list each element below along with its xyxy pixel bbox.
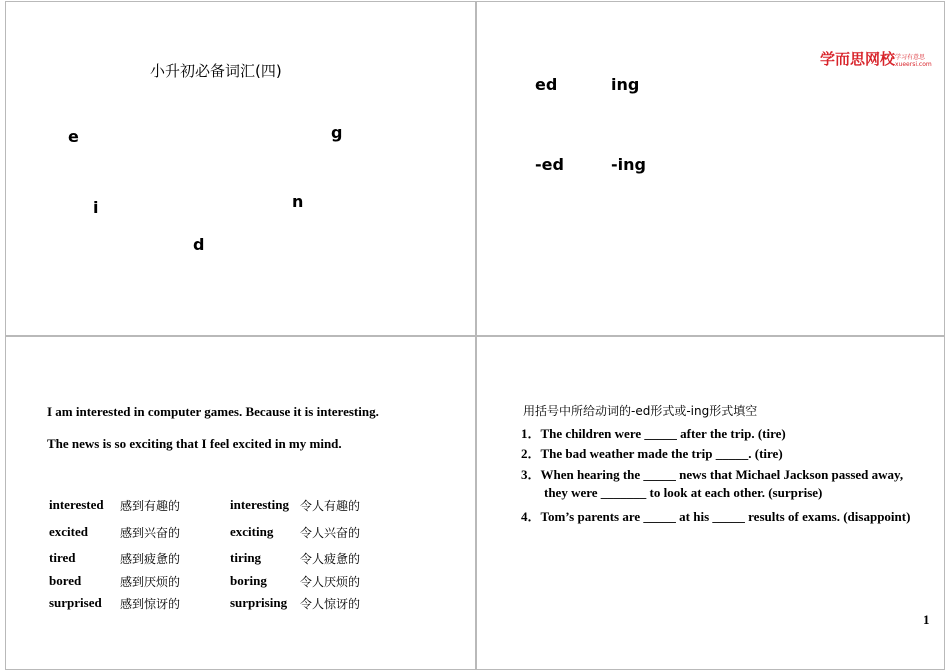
vocab-ed-meaning: 感到厌烦的 [120, 575, 181, 589]
exercise-question-2: 2．The bad weather made the trip _____. (tire) [521, 446, 783, 461]
vocab-ing-word: interesting [230, 497, 289, 512]
vocab-ing-word: tiring [230, 550, 262, 565]
vocab-ed-meaning: 感到惊讶的 [120, 597, 181, 611]
exercise-instruction: 用括号中所给动词的-ed形式或-ing形式填空 [523, 404, 758, 418]
page-number: 1 [923, 612, 930, 627]
slide-4 [476, 336, 945, 670]
vocab-ing-word: boring [230, 573, 267, 588]
example-sentence-1: I am interested in computer games. Because it is interesting. [47, 404, 379, 419]
exercise-question-3-cont: they were _______ to look at each other. (surprise) [544, 485, 823, 500]
exercise-question-3: 3．When hearing the _____ news that Michael Jackson passed away, [521, 467, 904, 482]
vocab-ing-word: surprising [230, 595, 288, 610]
example-sentence-2: The news is so exciting that I feel excited in my mind. [47, 436, 342, 451]
letter-g: g [331, 123, 343, 142]
vocab-ing-meaning: 令人疲惫的 [300, 552, 361, 566]
exercise-question-4: 4．Tom’s parents are _____ at his _____ results of exams. (disappoint) [521, 509, 911, 524]
logo: 学而思网校 [820, 50, 896, 68]
vocab-ed-meaning: 感到兴奋的 [120, 526, 181, 540]
letter-n: n [292, 192, 304, 211]
letter-d: d [193, 235, 205, 254]
letter-i: i [93, 198, 99, 217]
vocab-ing-meaning: 令人兴奋的 [300, 526, 361, 540]
vocab-ed-word: interested [49, 497, 104, 512]
vocab-ed-word: bored [49, 573, 82, 588]
vocab-ed-word: excited [49, 524, 88, 539]
suffix-dash-ed: -ed [535, 155, 564, 174]
logo-url: xueersi.com [895, 61, 932, 68]
suffix-ed: ed [535, 75, 558, 94]
logo-tagline [895, 54, 932, 68]
vocab-ed-meaning: 感到有趣的 [120, 499, 181, 513]
suffix-dash-ing: -ing [611, 155, 646, 174]
slide-3 [5, 336, 476, 670]
slide-title: 小升初必备词汇(四) [150, 62, 282, 80]
vocab-ing-meaning: 令人有趣的 [300, 499, 361, 513]
logo-tagline-text: 学习有意思 [895, 54, 926, 61]
slide-1 [5, 1, 476, 336]
slide-2 [476, 1, 945, 336]
vocab-ed-word: surprised [49, 595, 102, 610]
letter-e: e [68, 127, 79, 146]
exercise-question-1: 1．The children were _____ after the trip. (tire) [521, 426, 786, 441]
vocab-ing-word: exciting [230, 524, 274, 539]
vocab-ed-word: tired [49, 550, 76, 565]
vocab-ing-meaning: 令人厌烦的 [300, 575, 361, 589]
suffix-ing: ing [611, 75, 640, 94]
vocab-ing-meaning: 令人惊讶的 [300, 597, 361, 611]
vocab-ed-meaning: 感到疲惫的 [120, 552, 181, 566]
